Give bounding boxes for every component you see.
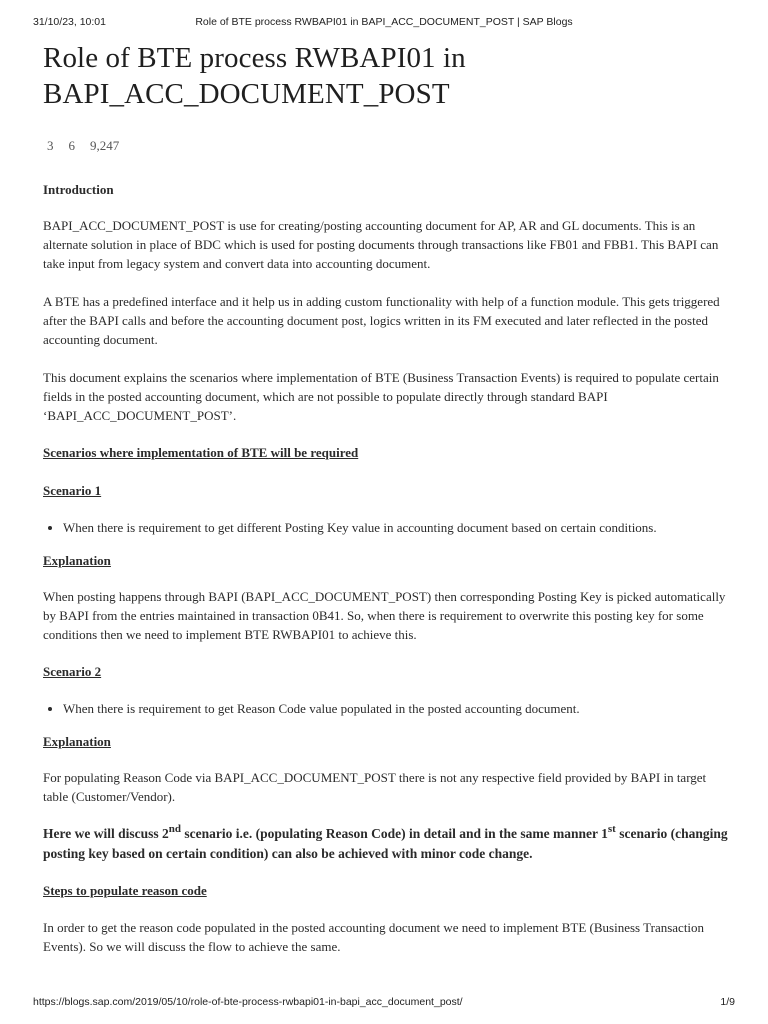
superscript-st: st (607, 822, 616, 835)
article-title (43, 40, 728, 112)
intro-paragraph-3: This document explains the scenarios where implementation of BTE (Business Transaction Events) is required to populate certain fields in the posted accounting document, which are not possible to populate directly through standard BAPI ‘BAPI_ACC_DOCUMENT_POST’. (43, 370, 719, 423)
article-meta (43, 138, 728, 154)
meta-count-1: 3 (47, 138, 54, 153)
discussion-part-3: scenario (changing posting key based on certain condition) can also be achieved with minor code change. (43, 826, 728, 861)
explanation-1-heading: Explanation (43, 553, 111, 568)
print-url: https://blogs.sap.com/2019/05/10/role-of-bte-process-rwbapi01-in-bapi_acc_document_post/ (33, 996, 463, 1008)
list-item: • When there is requirement to get different Posting Key value in accounting document based on certain conditions. (63, 518, 728, 537)
intro-heading: Introduction (43, 182, 114, 197)
intro-paragraph-2: A BTE has a predefined interface and it help us in adding custom functionality with help of a function module. This gets triggered after the BAPI calls and before the accounting document post, logics written in its FM executed and later reflected in the posted accounting document. (43, 294, 720, 347)
steps-heading: Steps to populate reason code (43, 883, 207, 898)
superscript-nd: nd (168, 822, 181, 835)
explanation-2-heading: Explanation (43, 734, 111, 749)
discussion-part-2: scenario i.e. (populating Reason Code) in detail and in the same manner 1 (181, 826, 608, 841)
meta-count-2: 6 (68, 138, 75, 153)
list-item: • When there is requirement to get Reason Code value populated in the posted accounting document. (63, 699, 728, 718)
print-date: 31/10/23, 10:01 (33, 16, 106, 28)
intro-paragraph-1: BAPI_ACC_DOCUMENT_POST is use for creating/posting accounting document for AP, AR and GL documents. This is an alternate solution in place of BDC which is used for posting documents through transactions like FB01 and FBB1. This BAPI can take input from legacy system and convert data into accounting document. (43, 218, 719, 271)
scenario-1-heading: Scenario 1 (43, 483, 102, 498)
print-header (33, 16, 735, 30)
steps-paragraph: In order to get the reason code populated in the posted accounting document we need to implement BTE (Business Transaction Events). So we will discuss the flow to achieve the same. (43, 920, 705, 954)
print-footer (33, 996, 735, 1010)
title-line-2: BAPI_ACC_DOCUMENT_POST (43, 78, 450, 110)
article (43, 40, 728, 956)
explanation-2-paragraph: For populating Reason Code via BAPI_ACC_DOCUMENT_POST there is not any respective field provided by BAPI in target table (Customer/Vendor). (43, 770, 707, 804)
scenario-1-list (43, 518, 728, 537)
scenario-2-heading: Scenario 2 (43, 664, 102, 679)
explanation-1-paragraph: When posting happens through BAPI (BAPI_ACC_DOCUMENT_POST) then corresponding Posting Key is picked automatically by BAPI from the entries maintained in transaction 0B41. So, when there is requirement to overwrite this posting key for some conditions then we need to implement BTE RWBAPI01 to achieve this. (43, 589, 726, 642)
scenario-2-list (43, 699, 728, 718)
print-page-number: 1/9 (720, 996, 735, 1008)
discussion-note (43, 824, 728, 864)
meta-views: 9,247 (90, 138, 120, 153)
title-line-1: Role of BTE process RWBAPI01 in (43, 42, 466, 74)
scenarios-heading: Scenarios where implementation of BTE will be required (43, 445, 359, 460)
print-page-title: Role of BTE process RWBAPI01 in BAPI_ACC_DOCUMENT_POST | SAP Blogs (195, 16, 573, 28)
discussion-part-1: Here we will discuss 2 (43, 826, 169, 841)
